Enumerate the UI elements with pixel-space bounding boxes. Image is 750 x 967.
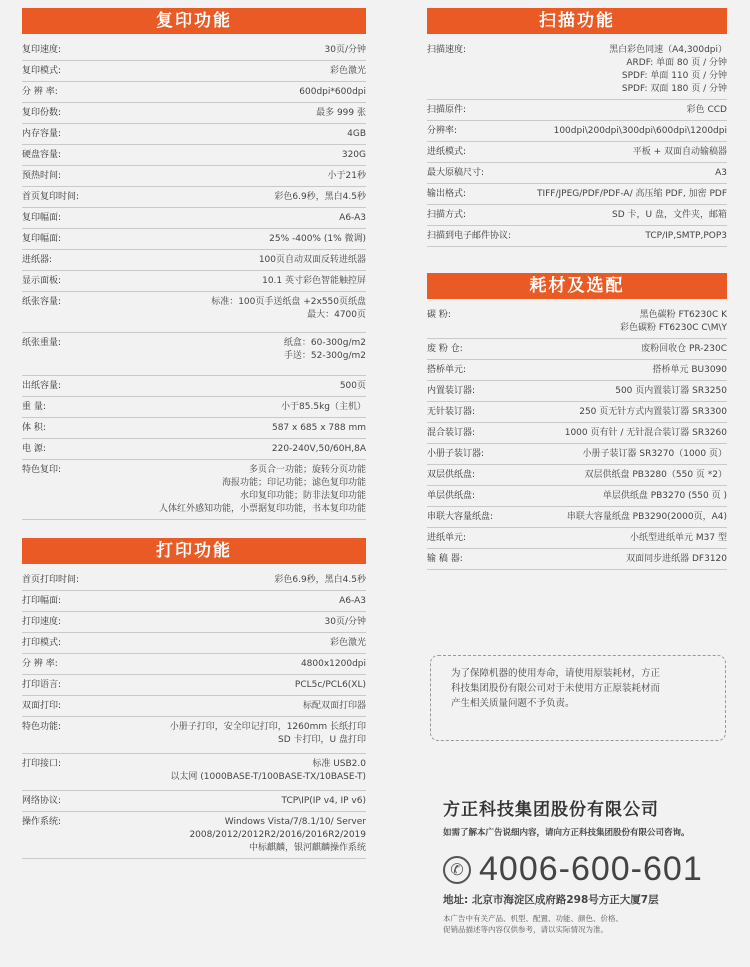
spec-value-line: 标配双面打印器 <box>302 701 366 711</box>
spec-value-line: 100dpi\200dpi\300dpi\600dpi\1200dpi <box>553 126 727 136</box>
spec-value-line: 小册子打印，安全印记打印，1260mm 长纸打印 <box>169 722 366 732</box>
spec-value-line: 10.1 英寸彩色智能触控屏 <box>262 276 366 286</box>
spec-label: 预热时间: <box>22 171 62 181</box>
spec-value-line: 彩色激光 <box>329 66 366 76</box>
spec-value-line: 海报功能；印记功能；滤色复印功能 <box>221 478 366 488</box>
spec-label: 打印幅面: <box>22 596 62 606</box>
spec-row <box>22 166 366 187</box>
spec-row <box>427 381 727 402</box>
spec-value-line: 小册子装订器 SR3270（1000 页） <box>582 449 727 459</box>
spec-value <box>130 721 366 747</box>
spec-label: 体 积: <box>22 423 46 433</box>
spec-value <box>523 364 727 377</box>
spec-label: 输出格式: <box>427 189 467 199</box>
spec-row <box>427 205 727 226</box>
spec-value <box>523 209 727 222</box>
spec-value-line: A6-A3 <box>339 596 366 606</box>
inquiry-text: 如需了解本广告说细内容，请向方正科技集团股份有限公司咨询。 <box>443 828 690 838</box>
spec-row <box>427 465 727 486</box>
spec-value <box>130 170 366 183</box>
spec-label: 扫描方式: <box>427 210 467 220</box>
spec-value-line: Windows Vista/7/8.1/10/ Server <box>224 817 366 827</box>
spec-value <box>130 595 366 608</box>
spec-value-line: SPDF: 单面 110 页 / 分钟 <box>621 71 727 81</box>
spec-value-line: 串联大容量纸盘 PB3290(2000页，A4) <box>566 512 727 522</box>
spec-value <box>130 422 366 435</box>
spec-value-line: 25% -400% (1% 微调) <box>269 234 366 244</box>
spec-value-line: 250 页无针方式内置装订器 SR3300 <box>579 407 727 417</box>
spec-label: 复印幅面: <box>22 213 62 223</box>
spec-value <box>523 427 727 440</box>
spec-value <box>523 532 727 545</box>
hotline-number[interactable]: 4006-600-601 <box>479 850 703 888</box>
spec-label: 扫描到电子邮件协议: <box>427 231 512 241</box>
spec-label: 复印幅面: <box>22 234 62 244</box>
spec-value <box>523 490 727 503</box>
spec-label: 无针装订器: <box>427 407 476 417</box>
spec-value <box>523 448 727 461</box>
copy-spec-table <box>22 40 366 520</box>
spec-label: 打印语言: <box>22 680 62 690</box>
spec-row <box>22 418 366 439</box>
spec-label: 混合装订器: <box>427 428 476 438</box>
spec-value <box>130 107 366 120</box>
spec-row <box>427 486 727 507</box>
spec-value-line: SD 卡打印，U 盘打印 <box>278 735 366 745</box>
spec-row <box>427 402 727 423</box>
spec-row <box>427 184 727 205</box>
spec-value-line: 4GB <box>347 129 366 139</box>
spec-row <box>22 40 366 61</box>
spec-value-line: 320G <box>341 150 366 160</box>
spec-value <box>130 795 366 808</box>
spec-value <box>523 469 727 482</box>
spec-value <box>130 296 366 322</box>
spec-row <box>22 376 366 397</box>
spec-row <box>22 187 366 208</box>
spec-label: 双层供纸盘: <box>427 470 476 480</box>
spec-value-line: 彩色激光 <box>329 638 366 648</box>
spec-value-line: 587 x 685 x 788 mm <box>271 423 366 433</box>
spec-row <box>427 226 727 247</box>
spec-value-line: 彩色6.9秒，黑白4.5秒 <box>274 192 366 202</box>
spec-value <box>130 337 366 363</box>
spec-value-line: 4800x1200dpi <box>300 659 366 669</box>
spec-value-line: 黑色碳粉 FT6230C K <box>639 310 727 320</box>
spec-label: 网络协议: <box>22 796 62 806</box>
print-spec-table <box>22 570 366 859</box>
spec-row <box>22 675 366 696</box>
spec-value-line: 人体红外感知功能，小票据复印功能，书本复印功能 <box>158 504 366 514</box>
spec-value <box>523 230 727 243</box>
spec-value <box>130 86 366 99</box>
spec-row <box>22 570 366 591</box>
spec-value-line: 黑白彩色同速（A4,300dpi） <box>609 45 727 55</box>
spec-value-line: ARDF: 单面 80 页 / 分钟 <box>626 58 727 68</box>
spec-value <box>130 616 366 629</box>
spec-label: 复印份数: <box>22 108 62 118</box>
spec-value-line: 手送：52-300g/m2 <box>283 351 366 361</box>
spec-value <box>523 188 727 201</box>
spec-value <box>130 637 366 650</box>
spec-label: 出纸容量: <box>22 381 62 391</box>
spec-label: 分 辨 率: <box>22 659 58 669</box>
spec-value <box>523 44 727 96</box>
spec-value-line: TCP\IP(IP v4, IP v6) <box>281 796 366 806</box>
spec-row <box>427 121 727 142</box>
spec-row <box>22 103 366 124</box>
spec-value <box>130 401 366 414</box>
spec-value <box>523 309 727 335</box>
spec-row <box>427 142 727 163</box>
spec-row <box>22 754 366 791</box>
hotline <box>443 850 703 889</box>
spec-row <box>427 444 727 465</box>
spec-row <box>427 163 727 184</box>
spec-value-line: 标准 USB2.0 <box>312 759 366 769</box>
disclaimer-line: 本广告中有关产品、机型、配置、功能、颜色、价格、 <box>443 914 623 923</box>
disclaimer <box>443 913 713 935</box>
spec-label: 首页复印时间: <box>22 192 80 202</box>
spec-label: 废 粉 仓: <box>427 344 463 354</box>
spec-value <box>523 167 727 180</box>
spec-value-line: 30页/分钟 <box>324 45 366 55</box>
spec-row <box>22 439 366 460</box>
spec-value-line: 2008/2012/2012R2/2016/2016R2/2019 <box>189 830 366 840</box>
spec-value-line: 最多 999 张 <box>316 108 366 118</box>
spec-label: 扫描原件: <box>427 105 467 115</box>
print-section-title: 打印功能 <box>22 538 366 564</box>
spec-row <box>427 549 727 570</box>
spec-label: 分 辨 率: <box>22 87 58 97</box>
spec-value <box>130 212 366 225</box>
spec-row <box>22 591 366 612</box>
spec-row <box>22 791 366 812</box>
spec-row <box>427 507 727 528</box>
spec-row <box>22 612 366 633</box>
spec-value-line: SPDF: 双面 180 页 / 分钟 <box>621 84 727 94</box>
company-name: 方正科技集团股份有限公司 <box>443 800 659 820</box>
spec-label: 进纸器: <box>22 255 53 265</box>
spec-value-line: 纸盒：60-300g/m2 <box>283 338 366 348</box>
spec-value-line: 单层供纸盘 PB3270 (550 页 ) <box>602 491 727 501</box>
spec-value-line: 平板 + 双面自动输稿器 <box>632 147 727 157</box>
spec-row <box>22 460 366 520</box>
spec-value-line: 小于21秒 <box>327 171 366 181</box>
spec-value-line: A3 <box>715 168 727 178</box>
spec-value-line: 小纸型进纸单元 M37 型 <box>630 533 727 543</box>
spec-label: 双面打印: <box>22 701 62 711</box>
spec-row <box>22 82 366 103</box>
spec-value <box>523 406 727 419</box>
spec-row <box>22 292 366 333</box>
spec-value-line: 水印复印功能；防非法复印功能 <box>239 491 366 501</box>
supplies-notice <box>430 655 726 741</box>
spec-value-line: 30页/分钟 <box>324 617 366 627</box>
spec-row <box>22 250 366 271</box>
spec-value <box>130 275 366 288</box>
spec-value <box>130 574 366 587</box>
spec-row <box>22 633 366 654</box>
company-address: 地址: 北京市海淀区成府路298号方正大厦7层 <box>443 894 659 906</box>
phone-icon: ✆ <box>443 856 471 884</box>
spec-row <box>427 360 727 381</box>
spec-row <box>22 333 366 376</box>
spec-label: 串联大容量纸盘: <box>427 512 494 522</box>
spec-value <box>130 679 366 692</box>
spec-row <box>22 696 366 717</box>
spec-value <box>523 125 727 138</box>
notice-line: 产生相关质量问题不予负责。 <box>451 698 575 709</box>
spec-label: 进纸模式: <box>427 147 467 157</box>
spec-value <box>130 65 366 78</box>
spec-value <box>130 128 366 141</box>
spec-row <box>22 208 366 229</box>
spec-value <box>130 443 366 456</box>
spec-label: 分辨率: <box>427 126 458 136</box>
spec-value-line: 彩色6.9秒，黑白4.5秒 <box>274 575 366 585</box>
notice-line: 为了保障机器的使用寿命，请使用原装耗材，方正 <box>451 668 661 679</box>
spec-value-line: 彩色 CCD <box>686 105 727 115</box>
spec-label: 搭桥单元: <box>427 365 467 375</box>
spec-row <box>22 145 366 166</box>
spec-row <box>22 271 366 292</box>
spec-value <box>130 254 366 267</box>
disclaimer-line: 促销品描述等内容仅供参考，请以实际情况为准。 <box>443 925 608 934</box>
spec-value <box>130 191 366 204</box>
spec-label: 打印模式: <box>22 638 62 648</box>
spec-value-line: 600dpi*600dpi <box>299 87 366 97</box>
spec-value-line: A6-A3 <box>339 213 366 223</box>
spec-value-line: 最大：4700页 <box>307 310 366 320</box>
spec-label: 小册子装订器: <box>427 449 485 459</box>
spec-value <box>130 149 366 162</box>
spec-row <box>22 229 366 250</box>
spec-value-line: 标准：100页手送纸盘 +2x550页纸盘 <box>211 297 366 307</box>
spec-label: 扫描速度: <box>427 45 467 55</box>
scan-spec-table <box>427 40 727 247</box>
spec-value-line: 中标麒麟，银河麒麟操作系统 <box>248 843 366 853</box>
copy-section-title: 复印功能 <box>22 8 366 34</box>
spec-row <box>427 305 727 339</box>
spec-value <box>130 700 366 713</box>
spec-row <box>427 528 727 549</box>
spec-row <box>427 423 727 444</box>
spec-label: 碳 粉: <box>427 310 451 320</box>
spec-label: 显示面板: <box>22 276 62 286</box>
spec-value-line: 1000 页有针 / 无针混合装订器 SR3260 <box>564 428 727 438</box>
right-column <box>427 8 727 570</box>
spec-value-line: 以太网 (1000BASE-T/100BASE-TX/10BASE-T) <box>170 772 366 782</box>
spec-row <box>22 61 366 82</box>
spec-value <box>130 816 366 855</box>
spec-value <box>130 658 366 671</box>
spec-value-line: 500页 <box>339 381 366 391</box>
spec-value-line: 100页自动双面反转进纸器 <box>258 255 366 265</box>
spec-label: 重 量: <box>22 402 46 412</box>
spec-label: 进纸单元: <box>427 533 467 543</box>
spec-label: 单层供纸盘: <box>427 491 476 501</box>
spec-row <box>22 397 366 418</box>
spec-value <box>523 511 727 524</box>
spec-label: 最大原稿尺寸: <box>427 168 485 178</box>
spec-label: 纸张重量: <box>22 338 62 348</box>
spec-value-line: SD 卡，U 盘，文件夹，邮箱 <box>612 210 727 220</box>
spec-label: 首页打印时间: <box>22 575 80 585</box>
supplies-section-title: 耗材及选配 <box>427 273 727 299</box>
spec-row <box>22 654 366 675</box>
spec-value-line: 小于85.5kg（主机） <box>281 402 366 412</box>
spec-label: 打印接口: <box>22 759 62 769</box>
spec-value-line: 220-240V,50/60H,8A <box>271 444 366 454</box>
spec-label: 复印模式: <box>22 66 62 76</box>
spec-row <box>22 717 366 754</box>
spec-value <box>130 44 366 57</box>
spec-value <box>130 233 366 246</box>
spec-label: 内存容量: <box>22 129 62 139</box>
spec-label: 内置装订器: <box>427 386 476 396</box>
spec-row <box>427 339 727 360</box>
spec-value-line: 双面同步进纸器 DF3120 <box>626 554 727 564</box>
spec-label: 操作系统: <box>22 817 62 827</box>
spec-value <box>523 553 727 566</box>
spec-row <box>22 812 366 859</box>
spec-value <box>523 385 727 398</box>
spec-value <box>130 380 366 393</box>
spec-label: 纸张容量: <box>22 297 62 307</box>
spec-row <box>22 124 366 145</box>
spec-label: 输 稿 器: <box>427 554 463 564</box>
spec-label: 特色功能: <box>22 722 62 732</box>
spec-value-line: 双层供纸盘 PB3280（550 页 *2） <box>584 470 727 480</box>
spec-value <box>523 146 727 159</box>
spec-value-line: 多页合一功能；旋转分页功能 <box>248 465 366 475</box>
scan-section-title: 扫描功能 <box>427 8 727 34</box>
spec-value <box>130 758 366 784</box>
spec-value-line: 废粉回收仓 PR-230C <box>641 344 727 354</box>
supplies-spec-table <box>427 305 727 570</box>
spec-value-line: 搭桥单元 BU3090 <box>652 365 727 375</box>
left-column <box>22 8 366 859</box>
spec-value-line: 彩色碳粉 FT6230C C\M\Y <box>619 323 727 333</box>
spec-row <box>427 40 727 100</box>
spec-value <box>523 104 727 117</box>
spec-value <box>523 343 727 356</box>
spec-value <box>130 464 366 516</box>
spec-label: 硬盘容量: <box>22 150 62 160</box>
spec-value-line: PCL5c/PCL6(XL) <box>294 680 366 690</box>
spec-label: 特色复印: <box>22 465 62 475</box>
spec-row <box>427 100 727 121</box>
spec-label: 电 源: <box>22 444 46 454</box>
spec-value-line: TIFF/JPEG/PDF/PDF-A/ 高压缩 PDF, 加密 PDF <box>536 189 727 199</box>
spec-label: 打印速度: <box>22 617 62 627</box>
spec-value-line: TCP/IP,SMTP,POP3 <box>645 231 727 241</box>
spec-value-line: 500 页内置装订器 SR3250 <box>615 386 727 396</box>
notice-line: 科技集团股份有限公司对于未使用方正原装耗材而 <box>451 683 661 694</box>
spec-label: 复印速度: <box>22 45 62 55</box>
